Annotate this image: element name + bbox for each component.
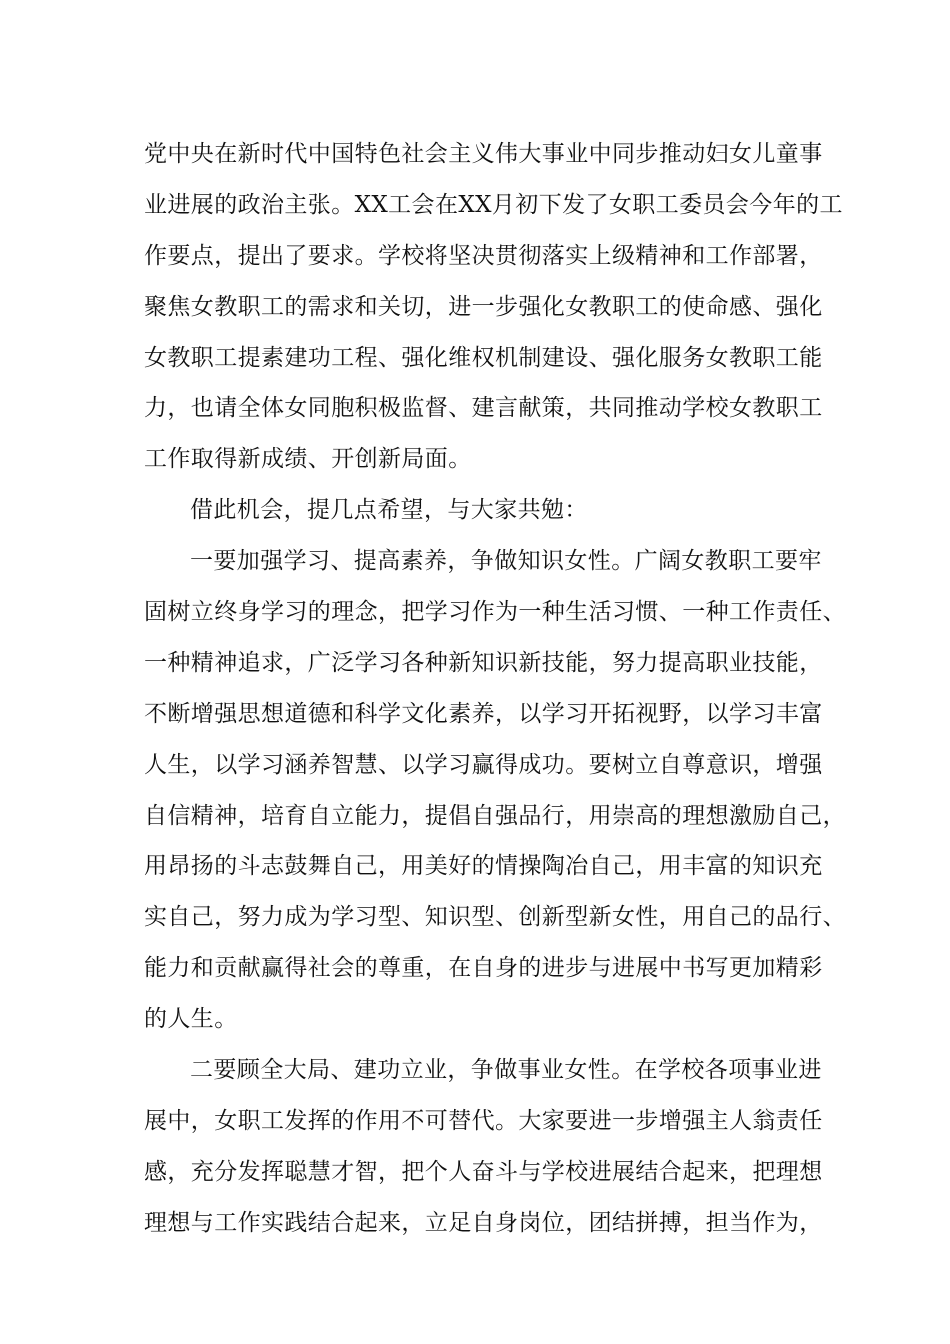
text-line: 党中央在新时代中国特色社会主义伟大事业中同步推动妇女儿童事 [144,141,823,167]
text-line: 实自己，努力成为学习型、知识型、创新型新女性，用自己的品行、 [144,904,846,931]
text-line: 聚焦女教职工的需求和关切，进一步强化女教职工的使命感、强化 [144,293,823,320]
text-line: 自信精神，培育自立能力，提倡自强品行，用崇高的理想激励自己， [144,802,846,829]
text-line: 一要加强学习、提高素养，争做知识女性。广阔女教职工要牢 [190,548,822,575]
text-line: 用昂扬的斗志鼓舞自己，用美好的情操陶冶自己，用丰富的知识充 [144,853,823,880]
text-line: 力，也请全体女同胞积极监督、建言献策，共同推动学校女教职工 [144,395,823,422]
text-line: 能力和贡献赢得社会的尊重，在自身的进步与进展中书写更加精彩 [144,955,823,982]
text-line: 借此机会，提几点希望，与大家共勉： [190,497,588,524]
text-line: 理想与工作实践结合起来，立足自身岗位，团结拼搏，担当作为， [144,1209,823,1236]
text-line: 展中，女职工发挥的作用不可替代。大家要进一步增强主人翁责任 [144,1107,823,1134]
document-body [144,129,844,1249]
text-line: 工作取得新成绩、开创新局面。 [144,446,472,473]
text-line: 人生，以学习涵养智慧、以学习赢得成功。要树立自尊意识，增强 [144,751,823,778]
text-line: 二要顾全大局、建功立业，争做事业女性。在学校各项事业进 [190,1057,822,1084]
text-line: 一种精神追求，广泛学习各种新知识新技能，努力提高职业技能， [144,649,823,676]
text-line: 女教职工提素建功工程、强化维权机制建设、强化服务女教职工能 [144,344,823,371]
text-line: 不断增强思想道德和科学文化素养，以学习开拓视野，以学习丰富 [144,700,823,727]
text-line: 作要点，提出了要求。学校将坚决贯彻落实上级精神和工作部署， [144,242,823,269]
text-line: 业进展的政治主张。XX工会在XX月初下发了女职工委员会今年的工 [144,191,843,218]
text-line: 感，充分发挥聪慧才智，把个人奋斗与学校进展结合起来，把理想 [144,1158,823,1185]
text-line: 固树立终身学习的理念，把学习作为一种生活习惯、一种工作责任、 [144,599,846,626]
text-line: 的人生。 [144,1006,238,1033]
